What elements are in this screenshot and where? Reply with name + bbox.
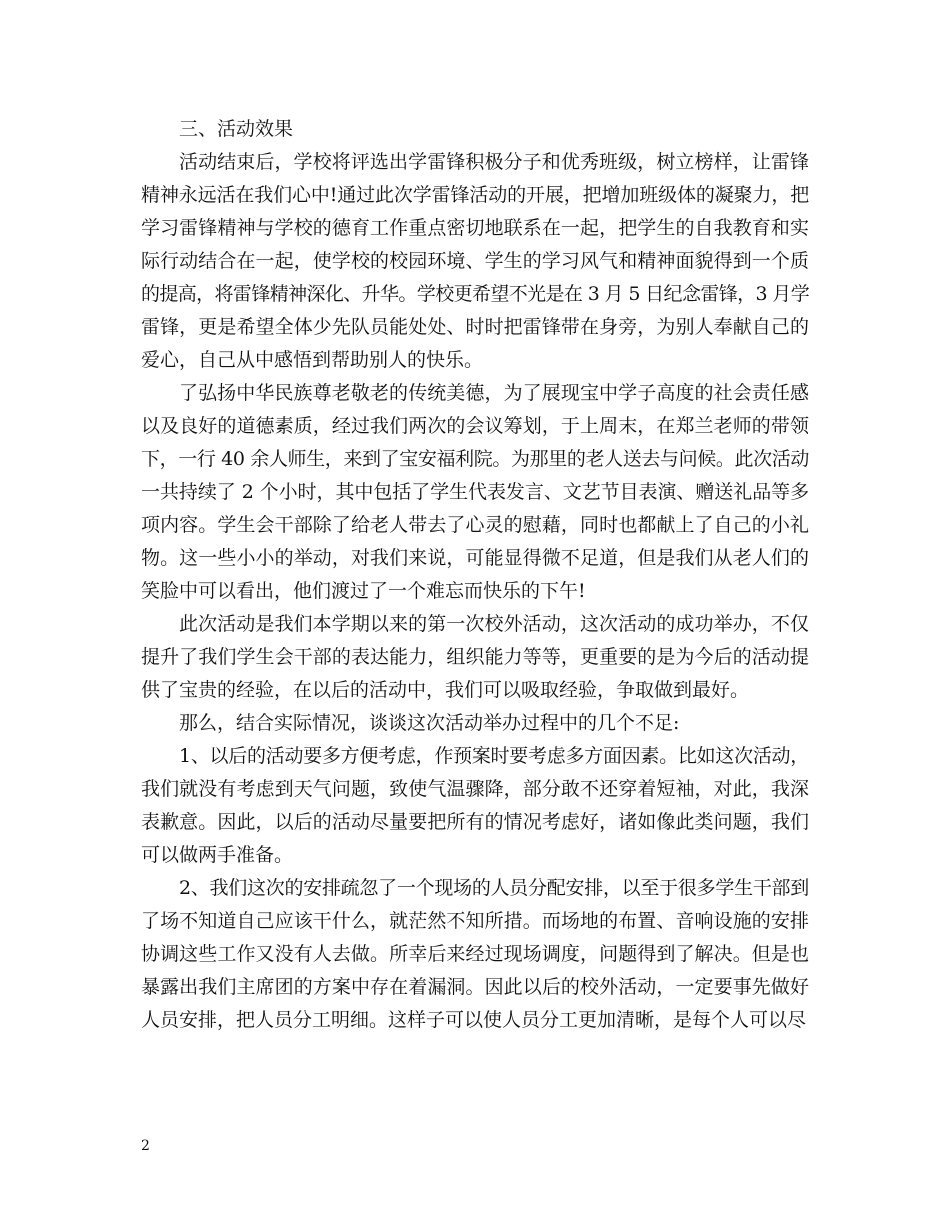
paragraph-line: 际行动结合在一起，使学校的校园环境、学生的学习风气和精神面貌得到一个质 <box>141 250 809 272</box>
paragraph-line: 1、以后的活动要多方便考虑，作预案时要考虑多方面因素。比如这次活动， <box>179 745 809 767</box>
paragraph-line: 雷锋，更是希望全体少先队员能处处、时时把雷锋带在身旁，为别人奉献自己的 <box>141 316 809 338</box>
paragraph <box>141 740 809 872</box>
paragraph-line: 提升了我们学生会干部的表达能力，组织能力等等，更重要的是为今后的活动提 <box>141 646 809 668</box>
paragraph-line: 此次活动是我们本学期以来的第一次校外活动，这次活动的成功举办，不仅 <box>179 613 809 635</box>
section-heading: 三、活动效果 <box>179 118 294 140</box>
paragraph-line: 了场不知道自己应该干什么，就茫然不知所措。而场地的布置、音响设施的安排 <box>141 910 809 932</box>
paragraph-line: 可以做两手准备。 <box>141 844 294 866</box>
paragraph-line: 供了宝贵的经验，在以后的活动中，我们可以吸取经验，争取做到最好。 <box>141 679 750 701</box>
paragraph <box>141 608 809 707</box>
paragraph <box>141 146 809 377</box>
paragraph-line: 暴露出我们主席团的方案中存在着漏洞。因此以后的校外活动，一定要事先做好 <box>141 976 809 998</box>
document-body <box>141 113 809 1037</box>
page-number: 2 <box>141 1138 150 1154</box>
paragraph-line: 以及良好的道德素质，经过我们两次的会议筹划，于上周末，在郑兰老师的带领 <box>141 415 809 437</box>
paragraph-line: 物。这一些小小的举动，对我们来说，可能显得微不足道，但是我们从老人们的 <box>141 547 809 569</box>
paragraph-line: 活动结束后，学校将评选出学雷锋积极分子和优秀班级，树立榜样，让雷锋 <box>179 151 809 173</box>
paragraph-line: 2、我们这次的安排疏忽了一个现场的人员分配安排，以至于很多学生干部到 <box>179 877 809 899</box>
paragraph-line: 爱心，自己从中感悟到帮助别人的快乐。 <box>141 349 484 371</box>
paragraph-line: 协调这些工作又没有人去做。所幸后来经过现场调度，问题得到了解决。但是也 <box>141 943 809 965</box>
paragraph <box>141 707 809 740</box>
paragraph-line: 项内容。学生会干部除了给老人带去了心灵的慰藉，同时也都献上了自己的小礼 <box>141 514 809 536</box>
paragraph-line: 人员安排，把人员分工明细。这样子可以使人员分工更加清晰，是每个人可以尽 <box>141 1009 807 1031</box>
paragraph-line: 那么，结合实际情况，谈谈这次活动举办过程中的几个不足: <box>179 712 680 734</box>
paragraph-line: 学习雷锋精神与学校的德育工作重点密切地联系在一起，把学生的自我教育和实 <box>141 217 809 239</box>
paragraph-line: 一共持续了 2 个小时，其中包括了学生代表发言、文艺节目表演、赠送礼品等多 <box>141 481 809 503</box>
paragraph-line: 表歉意。因此，以后的活动尽量要把所有的情况考虑好，诸如像此类问题，我们 <box>141 811 809 833</box>
paragraph-list <box>141 146 809 1037</box>
paragraph-line: 了弘扬中华民族尊老敬老的传统美德，为了展现宝中学子高度的社会责任感 <box>179 382 809 404</box>
paragraph-line: 我们就没有考虑到天气问题，致使气温骤降，部分敢不还穿着短袖，对此，我深 <box>141 778 809 800</box>
paragraph-line: 精神永远活在我们心中!通过此次学雷锋活动的开展，把增加班级体的凝聚力，把 <box>141 184 809 206</box>
paragraph-line: 的提高，将雷锋精神深化、升华。学校更希望不光是在 3 月 5 日纪念雷锋，3 月学 <box>141 283 809 305</box>
paragraph <box>141 377 809 608</box>
paragraph-line: 笑脸中可以看出，他们渡过了一个难忘而快乐的下午! <box>141 580 586 602</box>
paragraph-line: 下，一行 40 余人师生，来到了宝安福利院。为那里的老人送去与问候。此次活动 <box>141 448 809 470</box>
paragraph <box>141 872 809 1037</box>
